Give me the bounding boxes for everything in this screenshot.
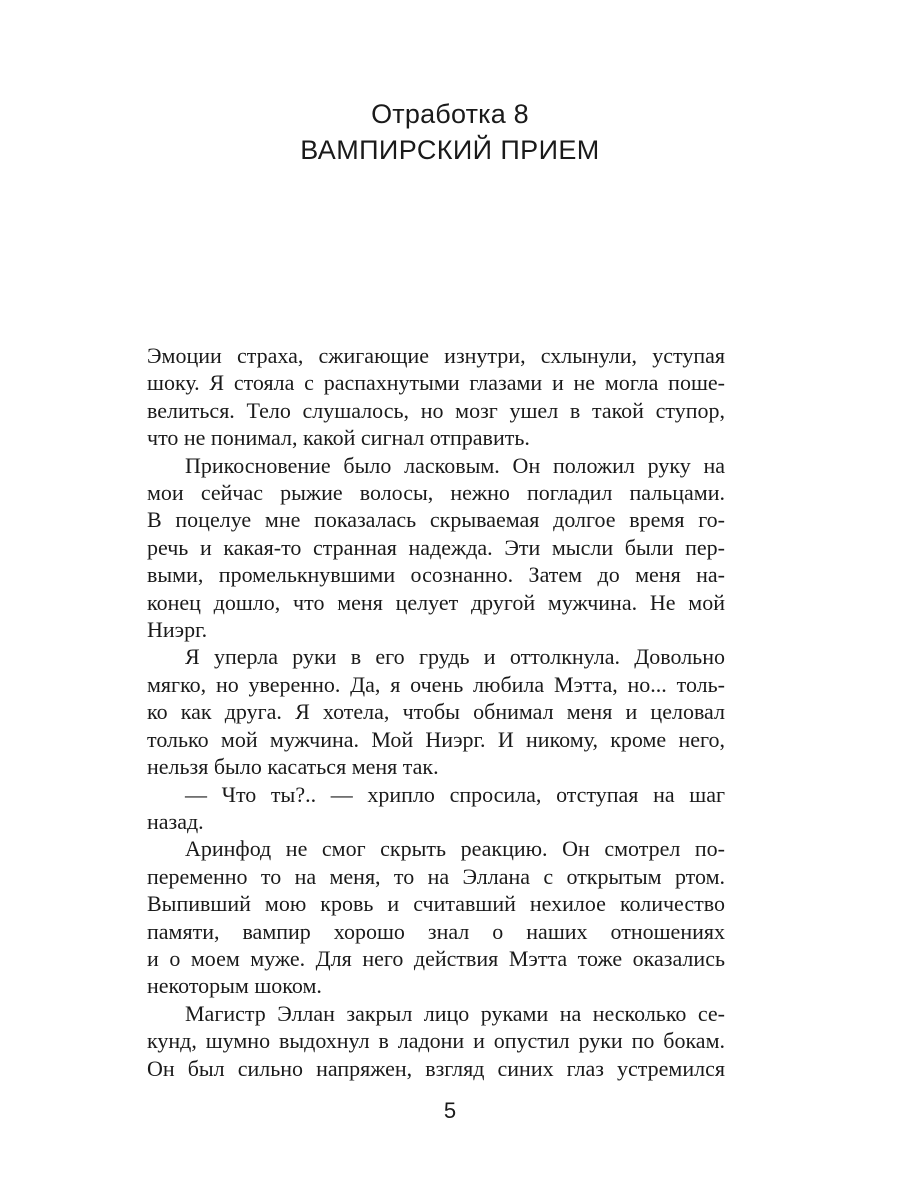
text-line: Он был сильно напряжен, взгляд синих глаз устремился [147, 1055, 725, 1081]
text-line: речь и какая-то странная надежда. Эти мысли были пер- [147, 534, 725, 560]
text-line: кунд, шумно выдохнул в ладони и опустил руки по бокам. [147, 1028, 725, 1054]
text-line: В поцелуе мне показалась скрываемая долгое время го- [147, 507, 725, 533]
text-line: и о моем муже. Для него действия Мэтта тоже оказались [147, 945, 725, 971]
text-line: велиться. Тело слушалось, но мозг ушел в такой ступор, [147, 397, 725, 423]
text-line: что не понимал, какой сигнал отправить. [147, 425, 530, 451]
text-line: памяти, вампир хорошо знал о наших отношениях [147, 918, 725, 944]
text-line: мягко, но уверенно. Да, я очень любила Мэтта, но... толь- [147, 671, 725, 697]
text-line: Ниэрг. [147, 617, 208, 643]
text-line: нельзя было касаться меня так. [147, 754, 439, 780]
text-line: Прикосновение было ласковым. Он положил руку на [185, 452, 725, 478]
text-line: Магистр Эллан закрыл лицо руками на несколько се- [185, 1000, 725, 1026]
text-line: ко как друга. Я хотела, чтобы обнимал меня и целовал [147, 699, 725, 725]
text-line: шоку. Я стояла с распахнутыми глазами и не могла поше- [147, 370, 725, 396]
text-line: выми, промелькнувшими осознанно. Затем до меня на- [147, 562, 725, 588]
text-line: Я уперла руки в его грудь и оттолкнула. Довольно [185, 644, 725, 670]
text-line: Аринфод не смог скрыть реакцию. Он смотрел по- [185, 836, 725, 862]
text-line: Эмоции страха, сжигающие изнутри, схлынули, уступая [147, 343, 725, 368]
body-text [147, 342, 725, 1082]
text-line: назад. [147, 808, 204, 834]
text-line: переменно то на меня, то на Эллана с открытым ртом. [147, 863, 725, 889]
text-line: — Что ты?.. — хрипло спросила, отступая на шаг [185, 781, 725, 807]
page-number: 5 [443, 1098, 457, 1123]
chapter-number: Отработка 8 [371, 99, 529, 129]
text-line: Выпивший мою кровь и считавший нехилое количество [147, 891, 725, 917]
chapter-title: ВАМПИРСКИЙ ПРИЕМ [300, 135, 600, 165]
chapter-heading [0, 96, 900, 168]
text-line: мои сейчас рыжие волосы, нежно погладил пальцами. [147, 480, 725, 506]
text-line: конец дошло, что меня целует другой мужчина. Не мой [147, 589, 725, 615]
text-line: только мой мужчина. Мой Ниэрг. И никому, кроме него, [147, 726, 725, 752]
text-line: некоторым шоком. [147, 973, 322, 999]
